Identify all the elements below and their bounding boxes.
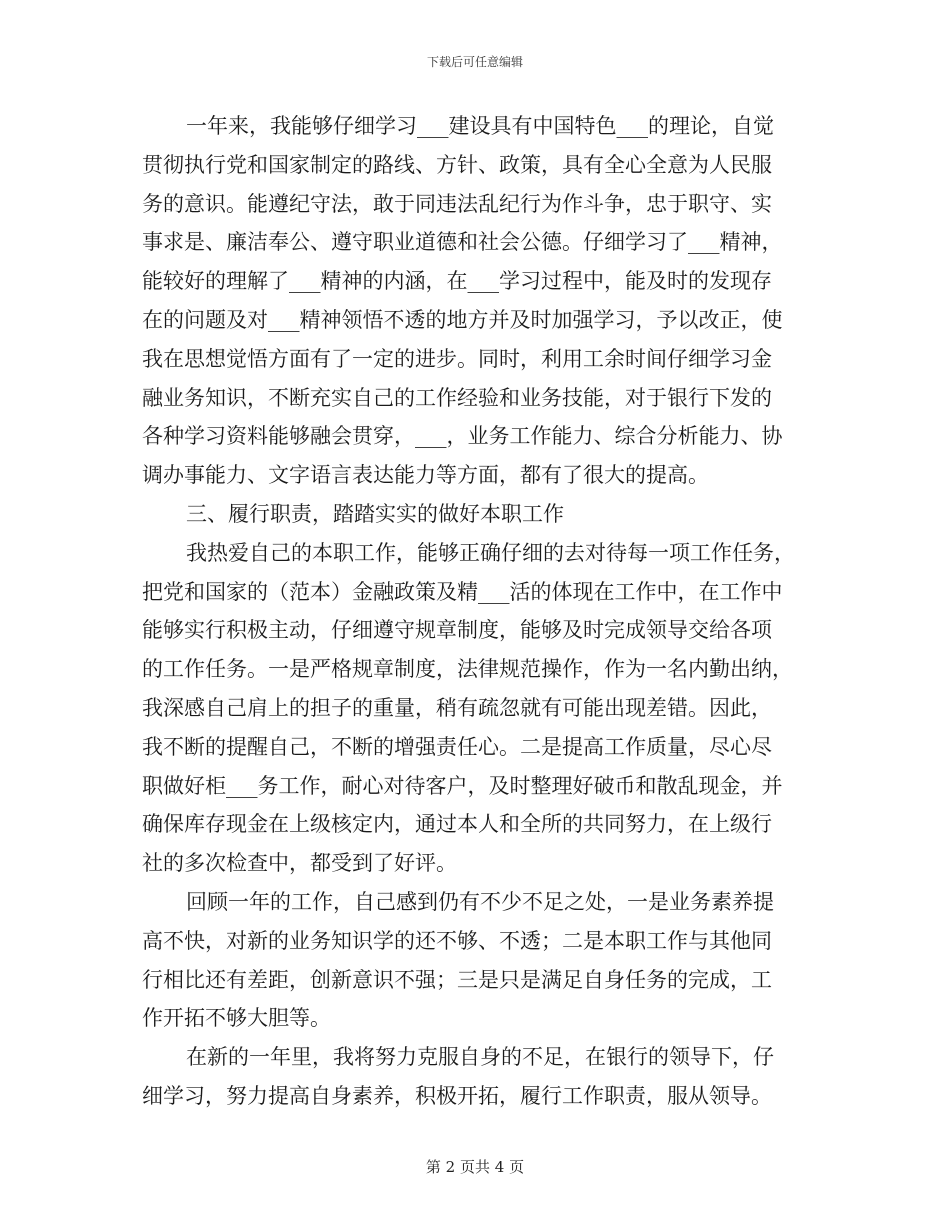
text-line: 回顾一年的工作，自己感到仍有不少不足之处，一是业务素养提: [186, 889, 774, 914]
text-line: 我深感自己肩上的担子的重量，稍有疏忽就有可能出现差错。因此，: [142, 695, 772, 720]
text-line: 确保库存现金在上级核定内，通过本人和全所的共同努力，在上级行: [142, 812, 772, 837]
text-line: 作开拓不够大胆等。: [142, 1006, 331, 1031]
text-line: 能较好的理解了___精神的内涵，在___学习过程中，能及时的发现存: [142, 269, 772, 294]
page-footer: 第 2 页共 4 页: [425, 1158, 525, 1176]
text-line: 我在思想觉悟方面有了一定的进步。同时，利用工余时间仔细学习金: [142, 346, 772, 371]
text-line: 社的多次检查中，都受到了好评。: [142, 851, 457, 876]
text-line: 一年来，我能够仔细学习___建设具有中国特色___的理论，自觉: [186, 114, 774, 138]
text-line: 贯彻执行党和国家制定的路线、方针、政策，具有全心全意为人民服: [142, 152, 772, 177]
text-line: 能够实行积极主动，仔细遵守规章制度，能够及时完成领导交给各项: [142, 618, 772, 643]
text-line: 我热爱自己的本职工作，能够正确仔细的去对待每一项工作任务，: [186, 540, 795, 565]
text-line: 职做好柜___务工作，耐心对待客户，及时整理好破币和散乱现金，并: [142, 773, 783, 798]
text-line: 事求是、廉洁奉公、遵守职业道德和社会公德。仔细学习了___精神，: [142, 230, 783, 255]
text-line: 各种学习资料能够融会贯穿，___，业务工作能力、综合分析能力、协: [142, 424, 783, 449]
text-line: 把党和国家的（范本）金融政策及精___活的体现在工作中，在工作中: [142, 579, 783, 604]
text-line: 三、履行职责，踏踏实实的做好本职工作: [186, 501, 564, 526]
text-line: 在的问题及对___精神领悟不透的地方并及时加强学习，予以改正，使: [142, 307, 783, 332]
text-line: 调办事能力、文字语言表达能力等方面，都有了很大的提高。: [142, 463, 709, 488]
document-body: [142, 107, 822, 1116]
page-header: 下载后可任意编辑: [426, 55, 523, 69]
text-line: 高不快，对新的业务知识学的还不够、不透；二是本职工作与其他同: [142, 928, 772, 953]
text-line: 在新的一年里，我将努力克服自身的不足，在银行的领导下，仔: [186, 1045, 774, 1070]
text-line: 务的意识。能遵纪守法，敢于同违法乱纪行为作斗争，忠于职守、实: [142, 191, 772, 216]
text-line: 细学习，努力提高自身素养，积极开拓，履行工作职责，服从领导。: [142, 1083, 772, 1108]
text-line: 我不断的提醒自己，不断的增强责任心。二是提高工作质量，尽心尽: [142, 734, 772, 759]
text-line: 融业务知识，不断充实自己的工作经验和业务技能，对于银行下发的: [142, 385, 772, 410]
text-line: 的工作任务。一是严格规章制度，法律规范操作，作为一名内勤出纳，: [142, 657, 793, 682]
text-line: 行相比还有差距，创新意识不强；三是只是满足自身任务的完成，工: [142, 967, 772, 992]
